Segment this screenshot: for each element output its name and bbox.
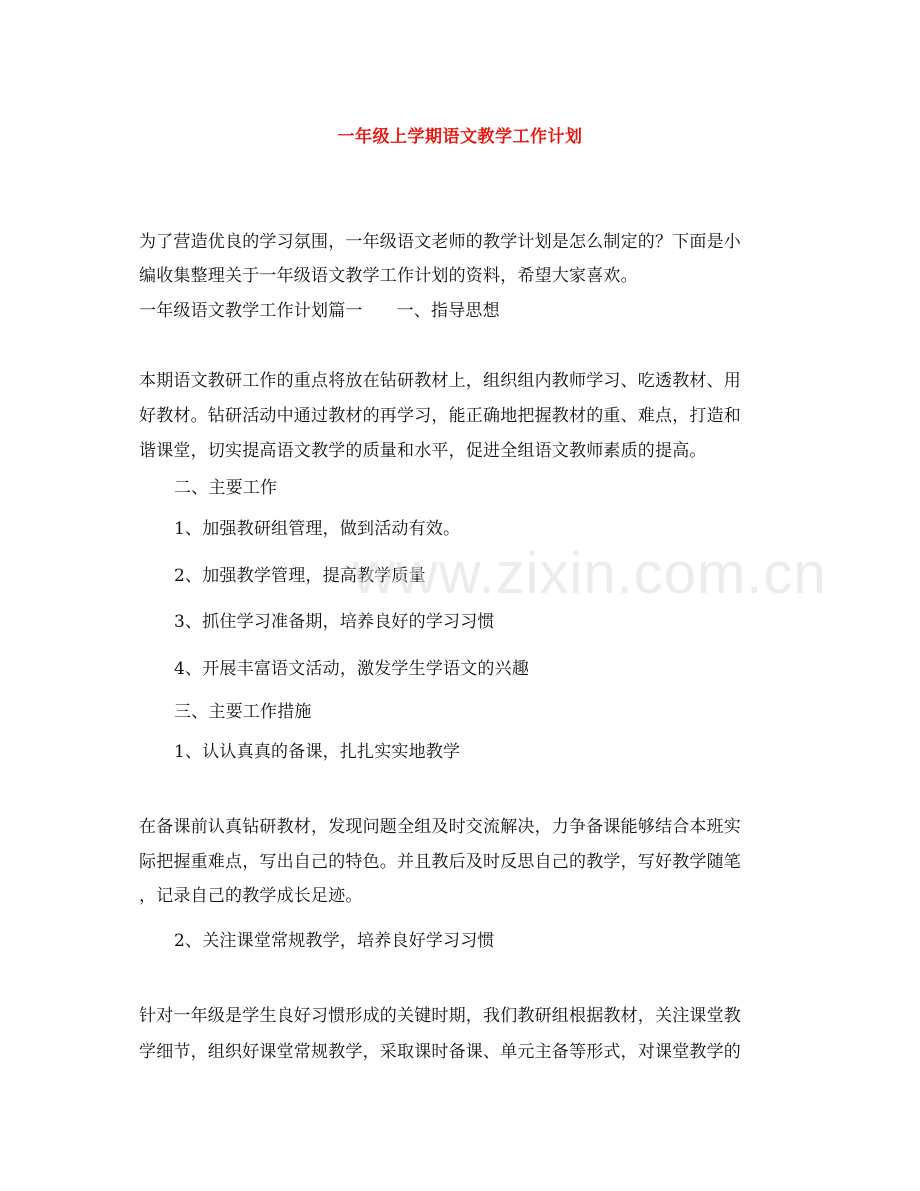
paragraph-line: 谐课堂，切实提高语文教学的质量和水平，促进全组语文教师素质的提高。 <box>139 441 707 461</box>
list-item: 2、加强教学管理，提高教学质量 <box>174 566 426 586</box>
paragraph-line: 好教材。钻研活动中通过教材的再学习，能正确地把握教材的重、难点，打造和 <box>139 406 741 426</box>
paragraph-line: ，记录自己的教学成长足迹。 <box>139 886 363 906</box>
list-item: 3、抓住学习准备期，培养良好的学习习惯 <box>174 612 495 632</box>
paragraph-line: 本期语文教研工作的重点将放在钻研教材上，组织组内教师学习、吃透教材、用 <box>139 371 741 391</box>
list-item: 1、加强教研组管理，做到活动有效。 <box>174 519 461 539</box>
section-heading: 一、指导思想 <box>396 301 500 321</box>
paragraph-line: 际把握重难点，写出自己的特色。并且教后及时反思自己的教学，写好教学随笔 <box>139 852 741 872</box>
section-heading: 一年级语文教学工作计划篇一 <box>139 301 363 321</box>
paragraph-line: 为了营造优良的学习氛围，一年级语文老师的教学计划是怎么制定的？下面是小 <box>139 232 741 252</box>
section-heading-row <box>139 300 779 322</box>
list-item: 4、开展丰富语文活动，激发学生学语文的兴趣 <box>174 659 530 679</box>
list-item: 2、关注课堂常规教学，培养良好学习习惯 <box>174 931 495 951</box>
document-title: 一年级上学期语文教学工作计划 <box>337 127 583 147</box>
paragraph-line: 针对一年级是学生良好习惯形成的关键时期，我们教研组根据教材，关注课堂教 <box>139 1006 741 1026</box>
watermark: www.zixin.com.cn <box>353 541 827 606</box>
section-heading: 三、主要工作措施 <box>174 702 312 722</box>
section-heading: 二、主要工作 <box>174 478 278 498</box>
paragraph-line: 在备课前认真钻研教材，发现问题全组及时交流解决，力争备课能够结合本班实 <box>139 817 741 837</box>
list-item: 1、认认真真的备课，扎扎实实地教学 <box>174 742 461 762</box>
paragraph-line: 编收集整理关于一年级语文教学工作计划的资料，希望大家喜欢。 <box>139 266 638 286</box>
paragraph-line: 学细节，组织好课堂常规教学，采取课时备课、单元主备等形式，对课堂教学的 <box>139 1042 741 1062</box>
